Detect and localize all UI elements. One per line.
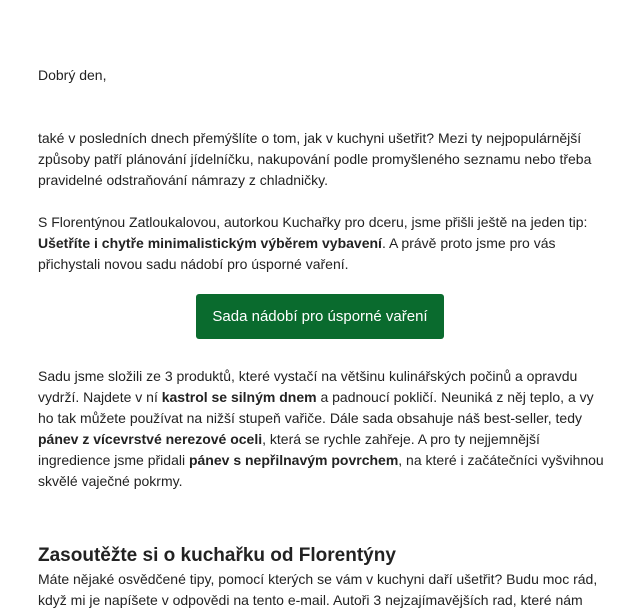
product-nonstick-pan: pánev s nepřilnavým povrchem (188, 452, 399, 468)
tip-text-2: . A právě proto jsme pro vás přichystali novou sadu nádobí pro úsporné vaření. (38, 235, 556, 272)
product-text-3: , která se rychle zahřeje. A pro ty nejjemnější ingredience jsme přidali (38, 431, 540, 468)
product-steel-pan: pánev z vícevrstvé nerezové oceli (38, 431, 263, 447)
tip-text-1: S Florentýnou Zatloukalovou, autorkou Kuchařky pro dceru, jsme přišli ještě na jeden tip: (38, 214, 588, 230)
product-text-4: , na které i začátečníci vyšvihnou skvělé vaječné pokrmy. (38, 452, 604, 489)
greeting: Dobrý den, (38, 67, 107, 83)
cookware-set-button[interactable]: Sada nádobí pro úsporné vaření (196, 294, 443, 339)
tip-paragraph (38, 212, 604, 275)
intro-paragraph: také v posledních dnech přemýšlíte o tom, jak v kuchyni ušetřit? Mezi ty nejpopulárnější způsoby patří plánování jídelníčku, nakupování podle promyšleného seznamu nebo třeba pravidelné odstraňování námrazy z chladničky. (38, 130, 592, 188)
product-paragraph (38, 366, 604, 492)
contest-heading: Zasoutěžte si o kuchařku od Florentýny (38, 545, 396, 566)
contest-paragraph: Máte nějaké osvědčené tipy, pomocí kterých se vám v kuchyni daří ušetřit? Budu moc rád, když mi je napíšete v odpovědi na tento e-mail. Autoři 3 nejzajímavějších rad, které nám (38, 571, 598, 608)
cta-container (38, 294, 602, 339)
product-casserole: kastrol se silným dnem (161, 389, 317, 405)
product-text-1: Sadu jsme složili ze 3 produktů, které vystačí na většinu kulinářských počinů a opravdu vydrží. Najdete v ní (38, 368, 578, 405)
product-text-2: a padnoucí pokličí. Neuniká z něj teplo, a vy ho tak můžete používat na nižší stupeň vařiče. Dále sada obsahuje náš best-seller, tedy (38, 389, 594, 426)
tip-highlight: Ušetříte i chytře minimalistickým výběrem vybavení (38, 235, 382, 251)
